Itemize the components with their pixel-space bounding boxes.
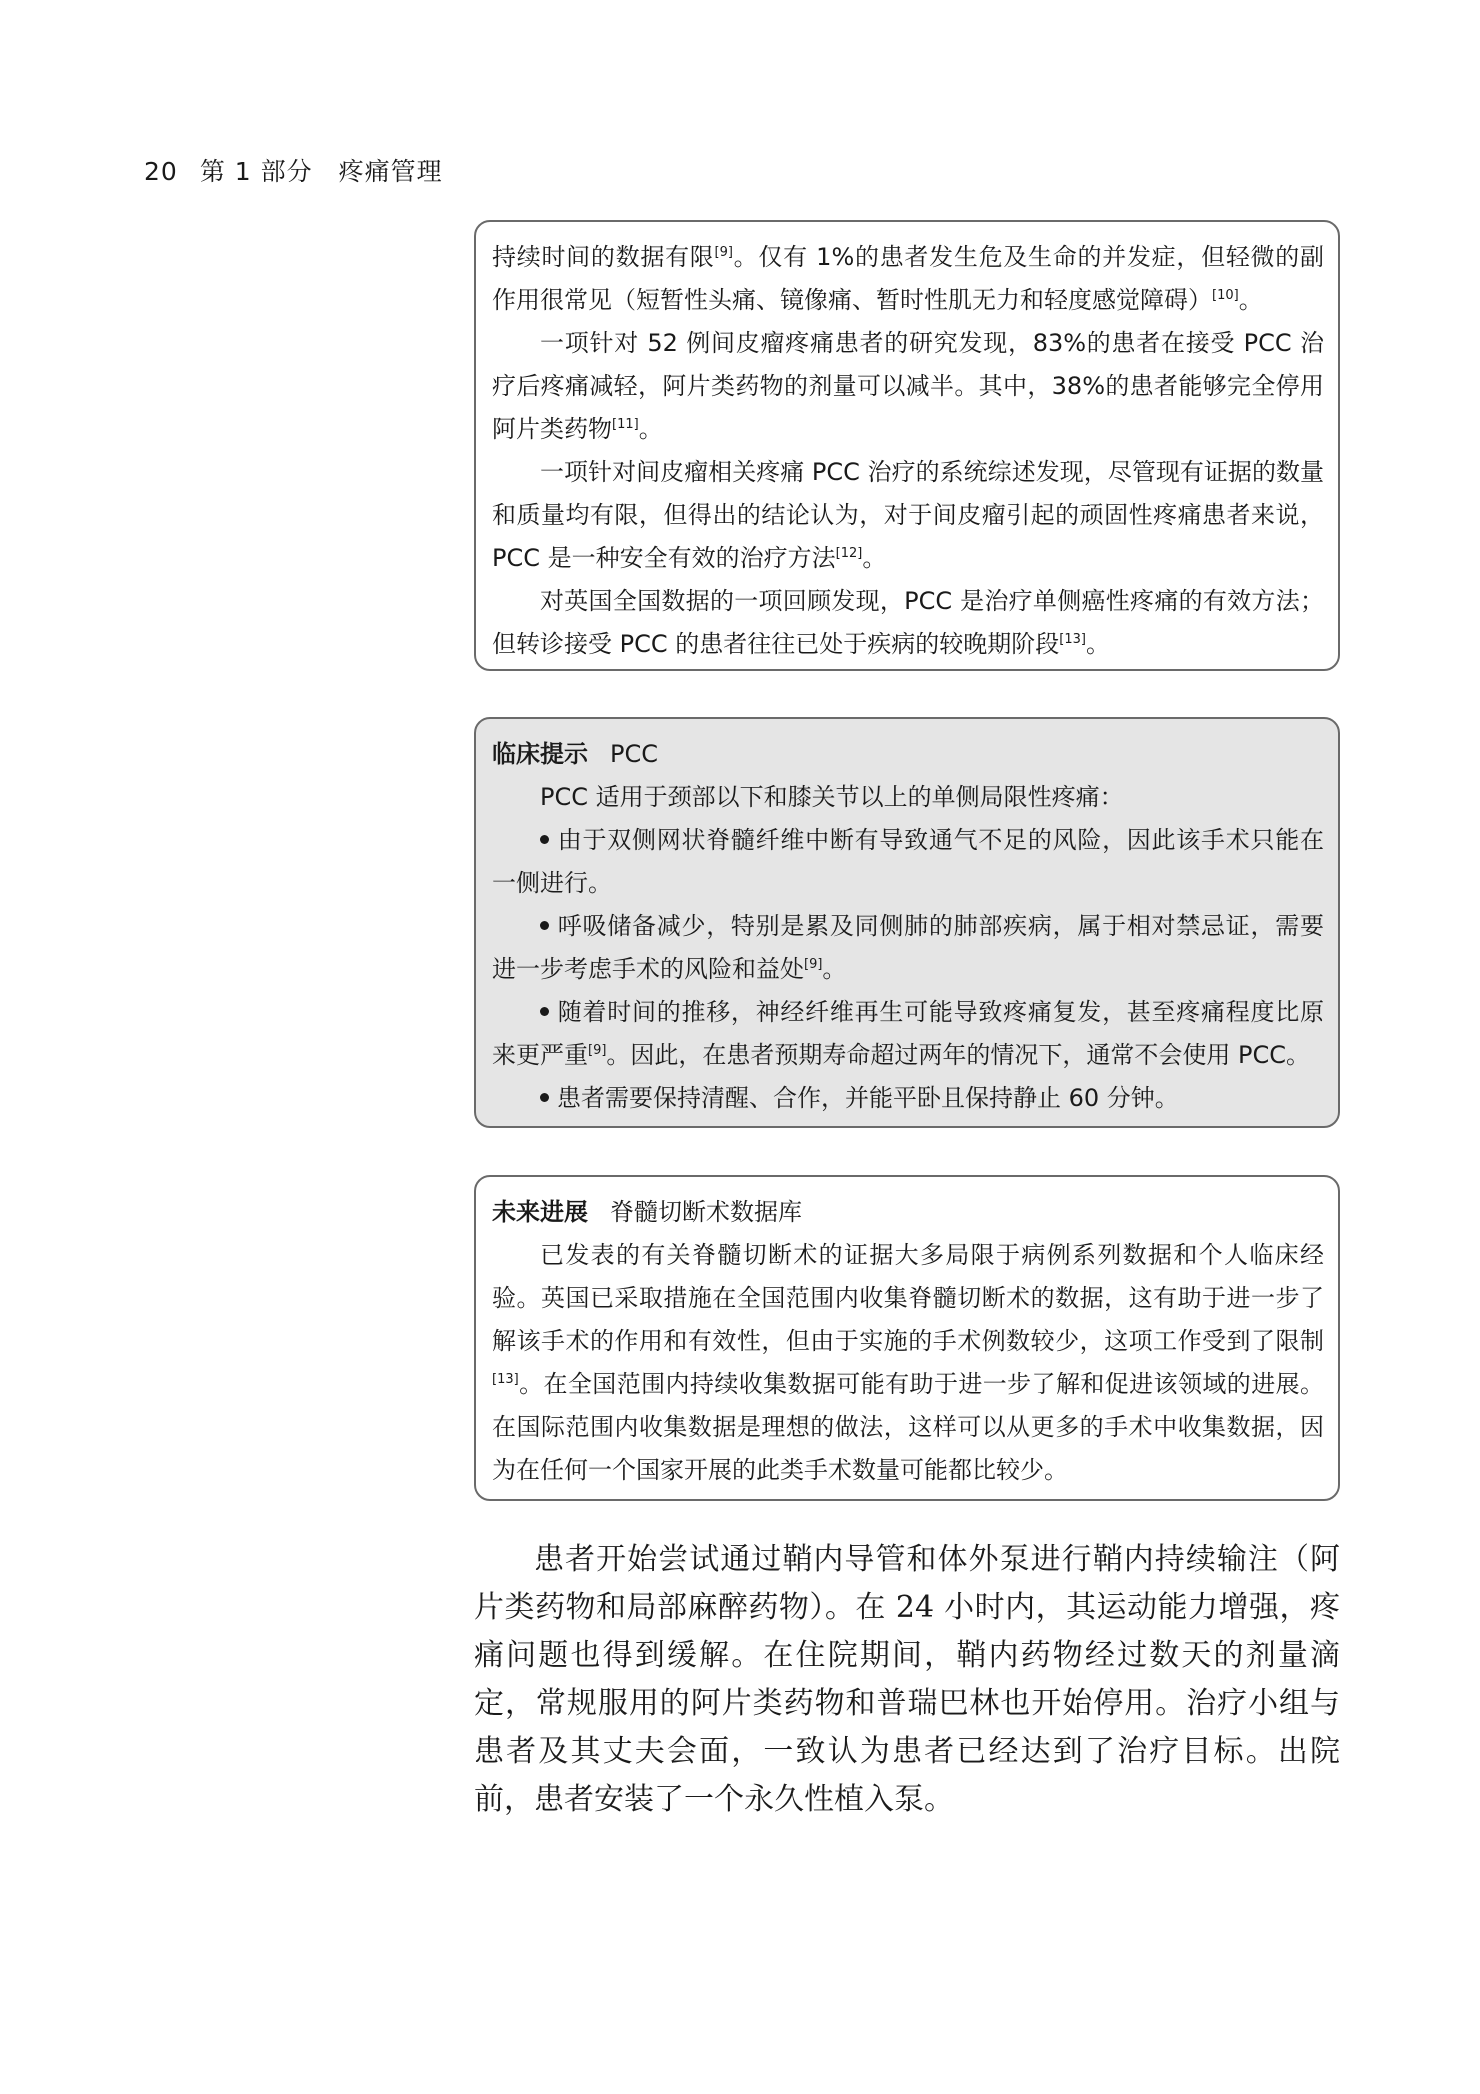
box1-paragraph-2 — [492, 322, 1324, 451]
page-header — [144, 152, 443, 188]
citation-ref: [9] — [588, 1043, 607, 1058]
text-span: 。 — [862, 544, 887, 572]
citation-ref: [10] — [1212, 288, 1239, 303]
box1-paragraph-1 — [492, 236, 1324, 322]
text-span: 由于双侧网状脊髓纤维中断有导致通气不足的风险，因此该手术只能在一侧进行。 — [492, 826, 1324, 897]
text-span: 。仅有 1%的患者发生危及生命的并发症，但轻微的副作用很常见（短暂性头痛、镜像痛、暂时性肌无力和轻度感觉障碍） — [492, 243, 1325, 314]
bullet-icon — [540, 1093, 549, 1102]
box-heading: 脊髓切断术数据库 — [610, 1198, 802, 1226]
bullet-item — [492, 1077, 1324, 1120]
bullet-item — [492, 905, 1324, 991]
text-span: 一项针对 52 例间皮瘤疼痛患者的研究发现，83%的患者在接受 PCC 治疗后疼痛减轻，阿片类药物的剂量可以减半。其中，38%的患者能够完全停用阿片类药物 — [492, 329, 1324, 443]
bullet-icon — [540, 1007, 549, 1016]
citation-ref: [11] — [612, 417, 639, 432]
text-span: 。 — [822, 955, 847, 983]
citation-ref: [12] — [835, 546, 863, 561]
bullet-icon — [540, 835, 549, 844]
case-body-paragraph: 患者开始尝试通过鞘内导管和体外泵进行鞘内持续输注（阿片类药物和局部麻醉药物）。在 24 小时内，其运动能力增强，疼痛问题也得到缓解。在住院期间，鞘内药物经过数天的剂量滴定，常规服用的阿片类药物和普瑞巴林也开始停用。治疗小组与患者及其丈夫会面，一致认为患者已经达到了治疗目标。出院前，患者安装了一个永久性植入泵。 — [474, 1542, 1340, 1817]
text-span: 持续时间的数据有限 — [492, 243, 715, 271]
text-span: 随着时间的推移，神经纤维再生可能导致疼痛复发，甚至疼痛程度比原来更严重 — [492, 998, 1324, 1069]
bullet-item — [492, 819, 1324, 905]
text-span: 。因此，在患者预期寿命超过两年的情况下，通常不会使用 PCC。 — [606, 1041, 1311, 1069]
part-label: 第 1 部分 — [199, 157, 313, 186]
clinical-tip-box — [474, 717, 1340, 1128]
box-label: 未来进展 — [492, 1198, 588, 1226]
text-span: 一项针对间皮瘤相关疼痛 PCC 治疗的系统综述发现，尽管现有证据的数量和质量均有限，但得出的结论认为，对于间皮瘤引起的顽固性疼痛患者来说，PCC 是一种安全有效的治疗方法 — [492, 458, 1324, 572]
box-heading: PCC — [610, 740, 658, 768]
future-progress-paragraph — [492, 1234, 1324, 1492]
text-span: 已发表的有关脊髓切断术的证据大多局限于病例系列数据和个人临床经验。英国已采取措施在全国范围内收集脊髓切断术的数据，这有助于进一步了解该手术的作用和有效性，但由于实施的手术例数较少，这项工作受到了限制 — [492, 1241, 1324, 1355]
text-span: 。 — [1085, 630, 1110, 658]
box1-paragraph-4 — [492, 580, 1324, 666]
future-progress-title — [492, 1191, 1324, 1234]
citation-ref: [13] — [492, 1372, 519, 1387]
clinical-tip-title — [492, 733, 1324, 776]
bullet-icon — [540, 921, 549, 930]
citation-ref: [13] — [1059, 632, 1086, 647]
text-span: 对英国全国数据的一项回顾发现，PCC 是治疗单侧癌性疼痛的有效方法；但转诊接受 PCC 的患者往往已处于疾病的较晚期阶段 — [492, 587, 1324, 658]
box1-paragraph-3 — [492, 451, 1324, 580]
future-progress-box — [474, 1175, 1340, 1501]
citation-ref: [9] — [804, 957, 823, 972]
text-span: 。 — [638, 415, 663, 443]
text-span: 患者需要保持清醒、合作，并能平卧且保持静止 60 分钟。 — [557, 1084, 1179, 1112]
clinical-tip-intro: PCC 适用于颈部以下和膝关节以上的单侧局限性疼痛： — [540, 783, 1124, 811]
citation-ref: [9] — [714, 245, 733, 260]
text-span: 。 — [1238, 286, 1263, 314]
continued-text-box — [474, 220, 1340, 671]
text-span: 。在全国范围内持续收集数据可能有助于进一步了解和促进该领域的进展。在国际范围内收集数据是理想的做法，这样可以从更多的手术中收集数据，因为在任何一个国家开展的此类手术数量可能都比较少。 — [492, 1370, 1324, 1484]
section-title: 疼痛管理 — [338, 157, 443, 186]
page-number: 20 — [144, 157, 178, 186]
text-span: 呼吸储备减少，特别是累及同侧肺的肺部疾病，属于相对禁忌证，需要进一步考虑手术的风险和益处 — [492, 912, 1324, 983]
box-label: 临床提示 — [492, 740, 588, 768]
bullet-item — [492, 991, 1324, 1077]
